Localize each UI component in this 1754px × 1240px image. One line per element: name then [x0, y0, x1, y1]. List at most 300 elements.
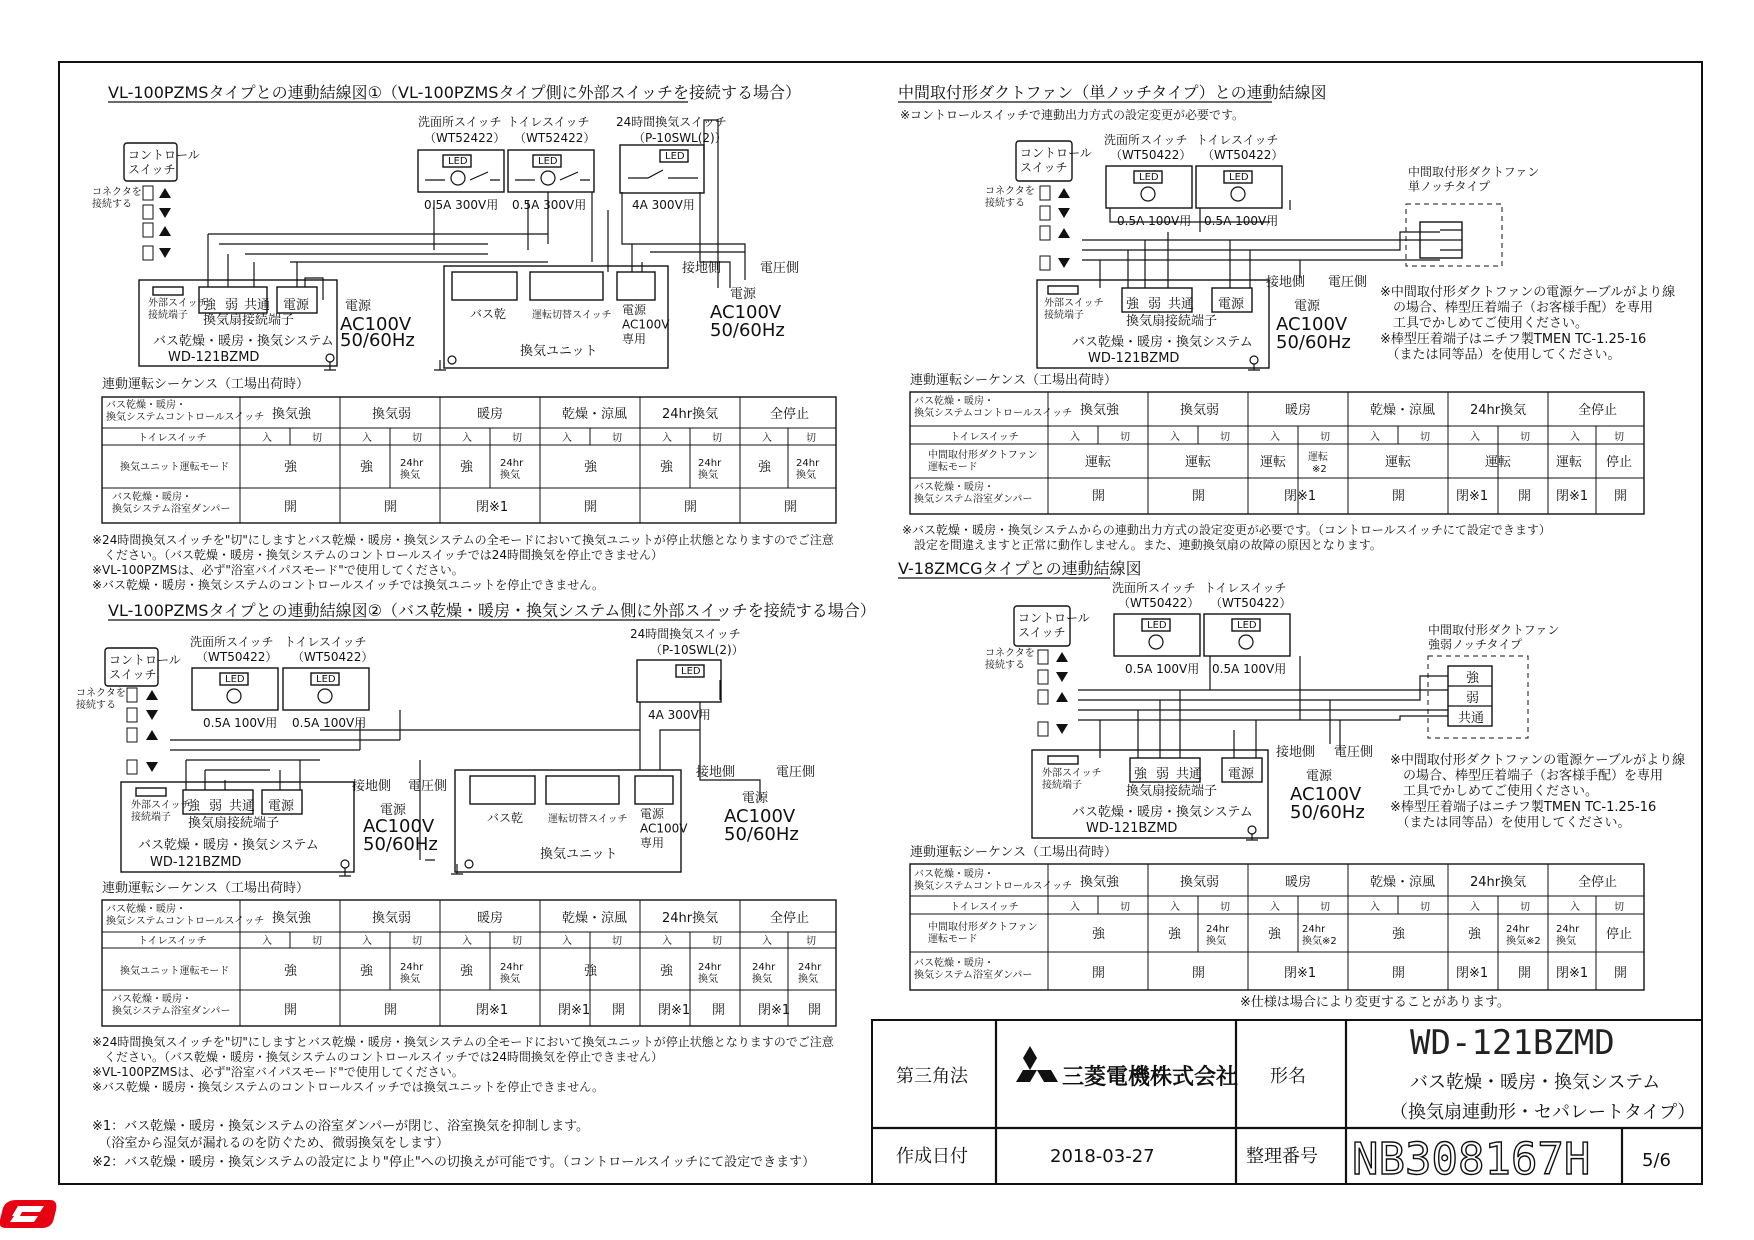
svg-text:換気強: 換気強 [1080, 403, 1120, 418]
svg-text:WD-121BZMD: WD-121BZMD [1088, 351, 1180, 366]
svg-text:全停止: 全停止 [1578, 403, 1618, 418]
svg-text:（P-10SWL(2)）: （P-10SWL(2)） [650, 643, 744, 657]
rating-2: 0.5A 300V用 [512, 198, 587, 212]
svg-text:トイレスイッチ: トイレスイッチ [1196, 133, 1279, 147]
svg-text:切: 切 [412, 936, 422, 947]
svg-text:0.5A 100V用: 0.5A 100V用 [1204, 214, 1279, 228]
svg-text:（WT50422）: （WT50422） [1110, 148, 1192, 162]
svg-text:50/60Hz: 50/60Hz [1290, 802, 1365, 823]
svg-text:接地側: 接地側 [696, 765, 736, 780]
date-label: 作成日付 [896, 1146, 968, 1167]
svg-text:電源: 電源 [345, 299, 372, 314]
svg-text:換気: 換気 [500, 470, 520, 481]
svg-text:AC100V: AC100V [710, 302, 782, 323]
svg-text:切: 切 [512, 936, 522, 947]
svg-text:切: 切 [512, 433, 522, 444]
svg-text:換気強: 換気強 [1080, 875, 1120, 890]
svg-text:換気: 換気 [752, 974, 772, 985]
svg-text:運転切替スイッチ: 運転切替スイッチ [548, 814, 628, 825]
svg-text:運転: 運転 [1556, 455, 1583, 470]
title-model: WD-121BZMD [1410, 1023, 1615, 1063]
svg-text:運転: 運転 [1085, 455, 1112, 470]
svg-text:24hr換気: 24hr換気 [662, 407, 719, 422]
svg-text:切: 切 [806, 433, 816, 444]
svg-text:※2: ※2 [1312, 464, 1327, 475]
svg-text:切: 切 [1220, 432, 1230, 443]
svg-text:バス乾燥・暖房・換気システム: バス乾燥・暖房・換気システム [1072, 805, 1253, 820]
svg-text:トイレスイッチ: トイレスイッチ [1204, 581, 1287, 595]
svg-text:洗面所スイッチ: 洗面所スイッチ [1112, 581, 1196, 595]
svg-text:運転: 運転 [1385, 455, 1412, 470]
svg-text:入: 入 [1570, 902, 1580, 913]
svg-text:コントロールスイッチ: コントロールスイッチ [1018, 611, 1090, 640]
svg-text:閉※1: 閉※1 [1556, 489, 1589, 504]
svg-text:0.5A 100V用: 0.5A 100V用 [1212, 662, 1287, 676]
svg-text:弱: 弱 [1148, 297, 1162, 312]
svg-text:中間取付形ダクトファン運転モード: 中間取付形ダクトファン運転モード [928, 450, 1038, 473]
svg-text:弱: 弱 [1156, 767, 1170, 782]
svg-text:接地側: 接地側 [682, 261, 722, 276]
svg-text:入: 入 [1170, 902, 1180, 913]
svg-text:開: 開 [808, 1003, 822, 1018]
svg-text:閉※1: 閉※1 [476, 1003, 509, 1018]
diagram-2 [76, 601, 876, 876]
svg-text:換気弱: 換気弱 [1180, 403, 1220, 418]
svg-text:強: 強 [1466, 671, 1480, 686]
svg-text:入: 入 [462, 433, 472, 444]
svg-text:LED: LED [1139, 172, 1159, 183]
svg-text:連動運転シーケンス（工場出荷時）: 連動運転シーケンス（工場出荷時） [910, 845, 1117, 860]
svg-text:強: 強 [284, 964, 298, 979]
svg-text:換気: 換気 [1556, 936, 1576, 947]
svg-text:切: 切 [1614, 902, 1624, 913]
svg-text:入: 入 [262, 433, 272, 444]
svg-text:換気ユニット運転モード: 換気ユニット運転モード [120, 462, 230, 473]
svg-text:バス乾: バス乾 [487, 811, 524, 825]
svg-text:※バス乾燥・暖房・換気システムのコントロールスイッチでは換気: ※バス乾燥・暖房・換気システムのコントロールスイッチでは換気ユニットを停止できません。 [92, 1080, 605, 1094]
spec-note: ※仕様は場合により変更することがあります。 [1240, 995, 1510, 1010]
svg-text:※24時間換気スイッチを"切"にしますとバス乾燥・暖房・換気: ※24時間換気スイッチを"切"にしますとバス乾燥・暖房・換気システムの全モードにおいて換気ユニットが停止状態となりますのでご注意 [92, 1035, 834, 1049]
svg-text:0.5A 100V用: 0.5A 100V用 [1117, 214, 1192, 228]
svg-text:コネクタを接続する: コネクタを接続する [985, 648, 1035, 671]
svg-text:切: 切 [412, 433, 422, 444]
svg-text:暖房: 暖房 [477, 407, 504, 422]
svg-text:バス乾燥・暖房・換気システム: バス乾燥・暖房・換気システム [138, 838, 319, 853]
svg-text:コントロールスイッチ: コントロールスイッチ [1020, 146, 1092, 175]
diagram-3 [898, 83, 1675, 370]
product-name-2: （換気扇連動形・セパレートタイプ） [1390, 1102, 1696, 1123]
svg-text:AC100V: AC100V [1276, 314, 1348, 335]
svg-text:切: 切 [1120, 902, 1130, 913]
svg-text:開: 開 [1614, 966, 1628, 981]
svg-text:換気扇接続端子: 換気扇接続端子 [1126, 784, 1218, 799]
svg-text:運転: 運転 [1185, 455, 1212, 470]
washroom-switch-model: （WT52422） [424, 131, 506, 145]
svg-text:洗面所スイッチ: 洗面所スイッチ [190, 635, 274, 649]
svg-text:全停止: 全停止 [770, 911, 810, 926]
svg-text:中間取付形ダクトファン強弱ノッチタイプ: 中間取付形ダクトファン強弱ノッチタイプ [1428, 623, 1560, 652]
diagram-4 [898, 559, 1685, 840]
svg-text:運転: 運転 [1308, 452, 1328, 463]
svg-text:24hr: 24hr [752, 962, 776, 973]
svg-text:換気ユニット: 換気ユニット [540, 847, 618, 862]
svg-text:全停止: 全停止 [770, 407, 810, 422]
svg-text:接地側: 接地側 [1276, 745, 1316, 760]
svg-text:入: 入 [1370, 432, 1380, 443]
svg-text:WD-121BZMD: WD-121BZMD [1086, 821, 1178, 836]
h24-switch-model: （P-10SWL(2)） [633, 131, 727, 145]
svg-text:連動運転シーケンス（工場出荷時）: 連動運転シーケンス（工場出荷時） [910, 373, 1117, 388]
svg-text:24hr: 24hr [698, 458, 722, 469]
svg-text:閉※1: 閉※1 [758, 1003, 791, 1018]
svg-text:外部スイッチ接続端子: 外部スイッチ接続端子 [1042, 768, 1102, 791]
svg-text:開: 開 [1518, 489, 1532, 504]
svg-text:乾燥・涼風: 乾燥・涼風 [562, 911, 628, 926]
sequence-table-2 [102, 880, 836, 1026]
svg-text:LED: LED [1229, 172, 1249, 183]
svg-text:バス乾燥・暖房・換気システムコントロールスイッチ: バス乾燥・暖房・換気システムコントロールスイッチ [106, 904, 265, 927]
svg-text:24hr: 24hr [400, 458, 424, 469]
svg-text:バス乾燥・暖房・換気システムコントロールスイッチ: バス乾燥・暖房・換気システムコントロールスイッチ [106, 400, 265, 423]
svg-text:（WT50422）: （WT50422） [292, 650, 374, 664]
svg-text:全停止: 全停止 [1578, 875, 1618, 890]
svg-text:共通: 共通 [1458, 711, 1485, 726]
svg-text:0.5A 100V用: 0.5A 100V用 [292, 716, 367, 730]
svg-text:バス乾: バス乾 [470, 307, 507, 321]
svg-text:強: 強 [584, 460, 598, 475]
svg-text:（WT50422）: （WT50422） [1210, 596, 1292, 610]
sequence-title-1: 連動運転シーケンス（工場出荷時） [102, 377, 309, 392]
svg-text:切: 切 [1520, 902, 1530, 913]
svg-text:閉※1: 閉※1 [558, 1003, 591, 1018]
drawing-number: NB308167H [1352, 1134, 1591, 1185]
projection-method: 第三角法 [896, 1066, 968, 1087]
svg-text:入: 入 [1070, 432, 1080, 443]
svg-text:外部スイッチ接続端子: 外部スイッチ接続端子 [148, 298, 208, 321]
cable-note-2: ※中間取付形ダクトファンの電源ケーブルがより線 の場合、棒型圧着端子（お客様手配）を専用 工具でかしめてご使用ください。※棒型圧着端子はニチフ製TMEN TC-1.25-16 （または同等品）を使用してください。 [1390, 753, 1686, 831]
svg-text:入: 入 [1270, 902, 1280, 913]
svg-text:入: 入 [662, 433, 672, 444]
svg-text:閉※1: 閉※1 [1284, 489, 1317, 504]
date-value: 2018-03-27 [1050, 1146, 1155, 1167]
svg-text:24hr: 24hr [796, 458, 820, 469]
svg-text:24hr: 24hr [1506, 924, 1530, 935]
svg-text:入: 入 [362, 936, 372, 947]
svg-text:開: 開 [684, 500, 698, 515]
svg-text:バス乾燥・暖房・換気システム浴室ダンパー: バス乾燥・暖房・換気システム浴室ダンパー [914, 482, 1033, 505]
svg-text:電源AC100V専用: 電源 AC100V 専用 [640, 807, 688, 850]
svg-text:強: 強 [758, 460, 772, 475]
svg-text:開: 開 [384, 500, 398, 515]
svg-text:共通: 共通 [1168, 297, 1195, 312]
toilet-switch-model: （WT52422） [514, 131, 596, 145]
svg-text:コネクタを接続する: コネクタを接続する [985, 186, 1035, 209]
svg-text:入: 入 [362, 433, 372, 444]
diagram-3-title: 中間取付形ダクトファン（単ノッチタイプ）との連動結線図 [898, 83, 1327, 102]
svg-text:乾燥・涼風: 乾燥・涼風 [1370, 403, 1436, 418]
svg-text:開: 開 [284, 500, 298, 515]
sequence-table-4 [910, 844, 1644, 990]
svg-text:換気: 換気 [698, 470, 718, 481]
svg-text:AC100V: AC100V [1290, 784, 1362, 805]
svg-text:運転: 運転 [1260, 455, 1287, 470]
svg-text:換気※2: 換気※2 [1302, 936, 1337, 947]
svg-text:換気: 換気 [500, 974, 520, 985]
svg-text:切: 切 [612, 936, 622, 947]
svg-text:※24時間換気スイッチを"切"にしますとバス乾燥・暖房・換気: ※24時間換気スイッチを"切"にしますとバス乾燥・暖房・換気システムの全モードにおいて換気ユニットが停止状態となりますのでご注意 [92, 533, 834, 547]
vent-unit-label: 換気ユニット [520, 344, 598, 359]
svg-text:強: 強 [1392, 927, 1406, 942]
svg-text:乾燥・涼風: 乾燥・涼風 [1370, 875, 1436, 890]
corner-logo-icon [0, 1200, 56, 1228]
svg-text:電圧側: 電圧側 [760, 261, 800, 276]
number-label: 整理番号 [1246, 1146, 1318, 1167]
svg-text:入: 入 [262, 936, 272, 947]
svg-text:LED: LED [538, 156, 558, 167]
svg-text:開: 開 [284, 1003, 298, 1018]
svg-text:バス乾燥・暖房・換気システム: バス乾燥・暖房・換気システム [1072, 335, 1253, 350]
svg-text:LED: LED [1237, 620, 1257, 631]
svg-text:開: 開 [1614, 489, 1628, 504]
svg-text:入: 入 [562, 433, 572, 444]
svg-text:トイレスイッチ: トイレスイッチ [950, 902, 1019, 913]
svg-text:切: 切 [612, 433, 622, 444]
svg-text:開: 開 [1092, 489, 1106, 504]
svg-text:換気弱: 換気弱 [372, 407, 412, 422]
svg-text:開: 開 [612, 1003, 626, 1018]
svg-text:0.5A 100V用: 0.5A 100V用 [1125, 662, 1200, 676]
svg-text:換気弱: 換気弱 [372, 911, 412, 926]
svg-text:運転切替スイッチ: 運転切替スイッチ [532, 310, 612, 321]
svg-text:切: 切 [1120, 432, 1130, 443]
svg-text:（WT50422）: （WT50422） [196, 650, 278, 664]
svg-text:暖房: 暖房 [1285, 403, 1312, 418]
svg-text:閉※1: 閉※1 [476, 500, 509, 515]
svg-text:開: 開 [1192, 966, 1206, 981]
svg-text:切: 切 [1420, 902, 1430, 913]
svg-text:24hr換気: 24hr換気 [1470, 875, 1527, 890]
svg-text:換気: 換気 [400, 470, 420, 481]
svg-text:電源: 電源 [730, 287, 757, 302]
svg-text:換気弱: 換気弱 [1180, 875, 1220, 890]
svg-text:暖房: 暖房 [477, 911, 504, 926]
toilet-switch-label: トイレスイッチ [507, 115, 590, 129]
svg-text:運転: 運転 [1485, 455, 1512, 470]
svg-text:開: 開 [584, 500, 598, 515]
svg-text:強: 強 [1092, 927, 1106, 942]
svg-text:24hr: 24hr [500, 962, 524, 973]
svg-text:電源: 電源 [1228, 767, 1255, 782]
svg-text:※VL-100PZMSは、必ず"浴室バイパスモード"で使用し: ※VL-100PZMSは、必ず"浴室バイパスモード"で使用してください。 [92, 563, 464, 577]
svg-text:（WT50422）: （WT50422） [1202, 148, 1284, 162]
svg-text:24hr: 24hr [400, 962, 424, 973]
diagram-1-title: VL-100PZMSタイプとの連動結線図①（VL-100PZMSタイプ側に外部スイッチを接続する場合） [108, 83, 802, 102]
svg-text:開: 開 [1092, 966, 1106, 981]
svg-text:トイレスイッチ: トイレスイッチ [950, 432, 1019, 443]
notes-1 [92, 532, 834, 592]
svg-text:バス乾燥・暖房・換気システム浴室ダンパー: バス乾燥・暖房・換気システム浴室ダンパー [112, 492, 231, 515]
svg-text:電源: 電源 [742, 791, 769, 806]
svg-text:開: 開 [1392, 966, 1406, 981]
svg-text:換気: 換気 [698, 974, 718, 985]
svg-text:切: 切 [1220, 902, 1230, 913]
svg-text:開: 開 [712, 1003, 726, 1018]
svg-text:開: 開 [1192, 489, 1206, 504]
svg-text:※コントロールスイッチで連動出力方式の設定変更が必要です。: ※コントロールスイッチで連動出力方式の設定変更が必要です。 [900, 108, 1245, 122]
svg-text:共通: 共通 [244, 298, 271, 313]
svg-text:24hr換気: 24hr換気 [1470, 403, 1527, 418]
svg-text:強: 強 [1268, 927, 1282, 942]
svg-text:切: 切 [712, 433, 722, 444]
svg-text:切: 切 [312, 433, 322, 444]
svg-text:※1：バス乾燥・暖房・換気システムの浴室ダンパーが閉じ、浴室: ※1：バス乾燥・暖房・換気システムの浴室ダンパーが閉じ、浴室換気を抑制します。 [92, 1119, 590, 1134]
svg-text:電源: 電源 [283, 298, 310, 313]
svg-text:共通: 共通 [1176, 767, 1203, 782]
svg-text:24hr: 24hr [1206, 924, 1230, 935]
svg-text:換気: 換気 [796, 470, 816, 481]
svg-text:24hr: 24hr [1302, 924, 1326, 935]
svg-text:外部スイッチ接続端子: 外部スイッチ接続端子 [1044, 298, 1104, 321]
svg-text:電圧側: 電圧側 [1328, 275, 1368, 290]
svg-text:弱: 弱 [1466, 691, 1480, 706]
svg-text:電圧側: 電圧側 [1334, 745, 1374, 760]
svg-text:外部スイッチ接続端子: 外部スイッチ接続端子 [131, 800, 191, 823]
company-name: 三菱電機株式会社 [1062, 1065, 1239, 1090]
svg-text:LED: LED [665, 151, 685, 162]
svg-text:換気: 換気 [400, 974, 420, 985]
svg-text:入: 入 [1470, 902, 1480, 913]
notes-3 [902, 522, 1551, 552]
svg-text:換気: 換気 [1206, 936, 1226, 947]
svg-text:電圧側: 電圧側 [408, 779, 448, 794]
product-name-1: バス乾燥・暖房・換気システム [1410, 1072, 1661, 1093]
svg-text:閉※1: 閉※1 [1456, 966, 1489, 981]
svg-text:電源: 電源 [268, 799, 295, 814]
svg-text:共通: 共通 [229, 799, 256, 814]
svg-text:入: 入 [562, 936, 572, 947]
svg-text:強: 強 [660, 964, 674, 979]
svg-text:4A 300V用: 4A 300V用 [648, 708, 711, 722]
svg-text:換気強: 換気強 [272, 911, 312, 926]
fan-terminal-label: 換気扇接続端子 [203, 313, 295, 328]
svg-text:LED: LED [681, 666, 701, 677]
svg-text:強: 強 [1126, 297, 1140, 312]
svg-text:強: 強 [584, 964, 598, 979]
svg-text:強: 強 [284, 460, 298, 475]
svg-text:換気強: 換気強 [272, 407, 312, 422]
notes-2 [92, 1034, 834, 1094]
connector-label: コネクタを接続する [92, 187, 142, 210]
svg-text:換気※2: 換気※2 [1506, 936, 1541, 947]
svg-text:24hr: 24hr [798, 962, 822, 973]
svg-text:24hr: 24hr [500, 458, 524, 469]
svg-text:接地側: 接地側 [1266, 275, 1306, 290]
svg-text:開: 開 [1392, 489, 1406, 504]
svg-text:50/60Hz: 50/60Hz [724, 824, 799, 845]
svg-text:LED: LED [316, 674, 336, 685]
svg-text:入: 入 [762, 936, 772, 947]
svg-text:電圧側: 電圧側 [776, 765, 816, 780]
svg-text:50/60Hz: 50/60Hz [340, 330, 415, 351]
svg-text:トイレスイッチ: トイレスイッチ [138, 936, 207, 947]
svg-text:閉※1: 閉※1 [1284, 966, 1317, 981]
svg-text:50/60Hz: 50/60Hz [710, 320, 785, 341]
svg-text:閉※1: 閉※1 [1556, 966, 1589, 981]
svg-text:開: 開 [784, 500, 798, 515]
type-label: 形名 [1270, 1066, 1306, 1087]
diagram-4-title: V-18ZMCGタイプとの連動結線図 [898, 559, 1142, 578]
cable-note-1: ※中間取付形ダクトファンの電源ケーブルがより線 の場合、棒型圧着端子（お客様手配）を専用 工具でかしめてご使用ください。※棒型圧着端子はニチフ製TMEN TC-1.25-16 （または同等品）を使用してください。 [1380, 285, 1676, 363]
svg-text:設定を間違えますと正常に動作しません。また、連動換気扇の故障: 設定を間違えますと正常に動作しません。また、連動換気扇の故障の原因となります。 [902, 538, 1382, 552]
svg-text:※VL-100PZMSは、必ず"浴室バイパスモード"で使用し: ※VL-100PZMSは、必ず"浴室バイパスモード"で使用してください。 [92, 1065, 464, 1079]
svg-text:強: 強 [660, 460, 674, 475]
svg-text:50/60Hz: 50/60Hz [1276, 332, 1351, 353]
svg-text:強: 強 [460, 460, 474, 475]
svg-text:切: 切 [1420, 432, 1430, 443]
svg-text:切: 切 [1320, 902, 1330, 913]
svg-text:WD-121BZMD: WD-121BZMD [150, 855, 242, 870]
svg-text:強: 強 [187, 799, 201, 814]
svg-text:切: 切 [806, 936, 816, 947]
svg-text:換気扇接続端子: 換気扇接続端子 [1126, 314, 1218, 329]
svg-text:強: 強 [1134, 767, 1148, 782]
svg-text:入: 入 [1270, 432, 1280, 443]
svg-text:※バス乾燥・暖房・換気システムのコントロールスイッチでは換気: ※バス乾燥・暖房・換気システムのコントロールスイッチでは換気ユニットを停止できません。 [92, 578, 605, 592]
svg-text:コントロールスイッチ: コントロールスイッチ [109, 653, 181, 682]
svg-text:強: 強 [1468, 927, 1482, 942]
rating-3: 4A 300V用 [632, 198, 695, 212]
svg-text:24hr換気: 24hr換気 [662, 911, 719, 926]
svg-text:暖房: 暖房 [1285, 875, 1312, 890]
svg-text:閉※1: 閉※1 [658, 1003, 691, 1018]
sequence-title-2: 連動運転シーケンス（工場出荷時） [102, 881, 309, 896]
svg-text:入: 入 [1070, 902, 1080, 913]
svg-text:入: 入 [462, 936, 472, 947]
svg-text:中間取付形ダクトファン運転モード: 中間取付形ダクトファン運転モード [928, 922, 1038, 945]
svg-text:閉※1: 閉※1 [1456, 489, 1489, 504]
svg-text:AC100V: AC100V [340, 314, 412, 335]
svg-text:（WT50422）: （WT50422） [1118, 596, 1200, 610]
svg-text:50/60Hz: 50/60Hz [363, 834, 438, 855]
svg-text:電源: 電源 [1306, 769, 1333, 784]
svg-text:LED: LED [1147, 620, 1167, 631]
svg-text:電源: 電源 [380, 803, 407, 818]
svg-text:中間取付形ダクトファン単ノッチタイプ: 中間取付形ダクトファン単ノッチタイプ [1408, 165, 1540, 194]
svg-text:換気: 換気 [798, 974, 818, 985]
svg-text:切: 切 [1614, 432, 1624, 443]
page-number: 5/6 [1642, 1150, 1671, 1171]
svg-text:トイレスイッチ: トイレスイッチ [284, 635, 367, 649]
svg-text:入: 入 [762, 433, 772, 444]
notes-bottom [92, 1118, 815, 1170]
control-switch-label: コントロールスイッチ [128, 148, 200, 177]
svg-text:電源: 電源 [1294, 299, 1321, 314]
system-name-label: バス乾燥・暖房・換気システム [153, 334, 334, 349]
svg-text:バス乾燥・暖房・換気システムコントロールスイッチ: バス乾燥・暖房・換気システムコントロールスイッチ [914, 869, 1073, 892]
svg-text:切: 切 [712, 936, 722, 947]
svg-text:弱: 弱 [225, 298, 239, 313]
svg-text:乾燥・涼風: 乾燥・涼風 [562, 407, 628, 422]
svg-text:バス乾燥・暖房・換気システムコントロールスイッチ: バス乾燥・暖房・換気システムコントロールスイッチ [914, 396, 1073, 419]
svg-text:ください。（バス乾燥・暖房・換気システムのコントロールスイッ: ください。（バス乾燥・暖房・換気システムのコントロールスイッチでは24時間換気を停止できません） [92, 1050, 663, 1064]
svg-text:強: 強 [460, 964, 474, 979]
svg-text:0.5A 100V用: 0.5A 100V用 [203, 716, 278, 730]
svg-text:接地側: 接地側 [352, 779, 392, 794]
svg-text:AC100V: AC100V [724, 806, 796, 827]
svg-text:入: 入 [1470, 432, 1480, 443]
svg-text:※2：バス乾燥・暖房・換気システムの設定により"停止"への切: ※2：バス乾燥・暖房・換気システムの設定により"停止"への切換えが可能です。（コントロールスイッチにて設定できます） [92, 1155, 816, 1170]
svg-text:切: 切 [1320, 432, 1330, 443]
